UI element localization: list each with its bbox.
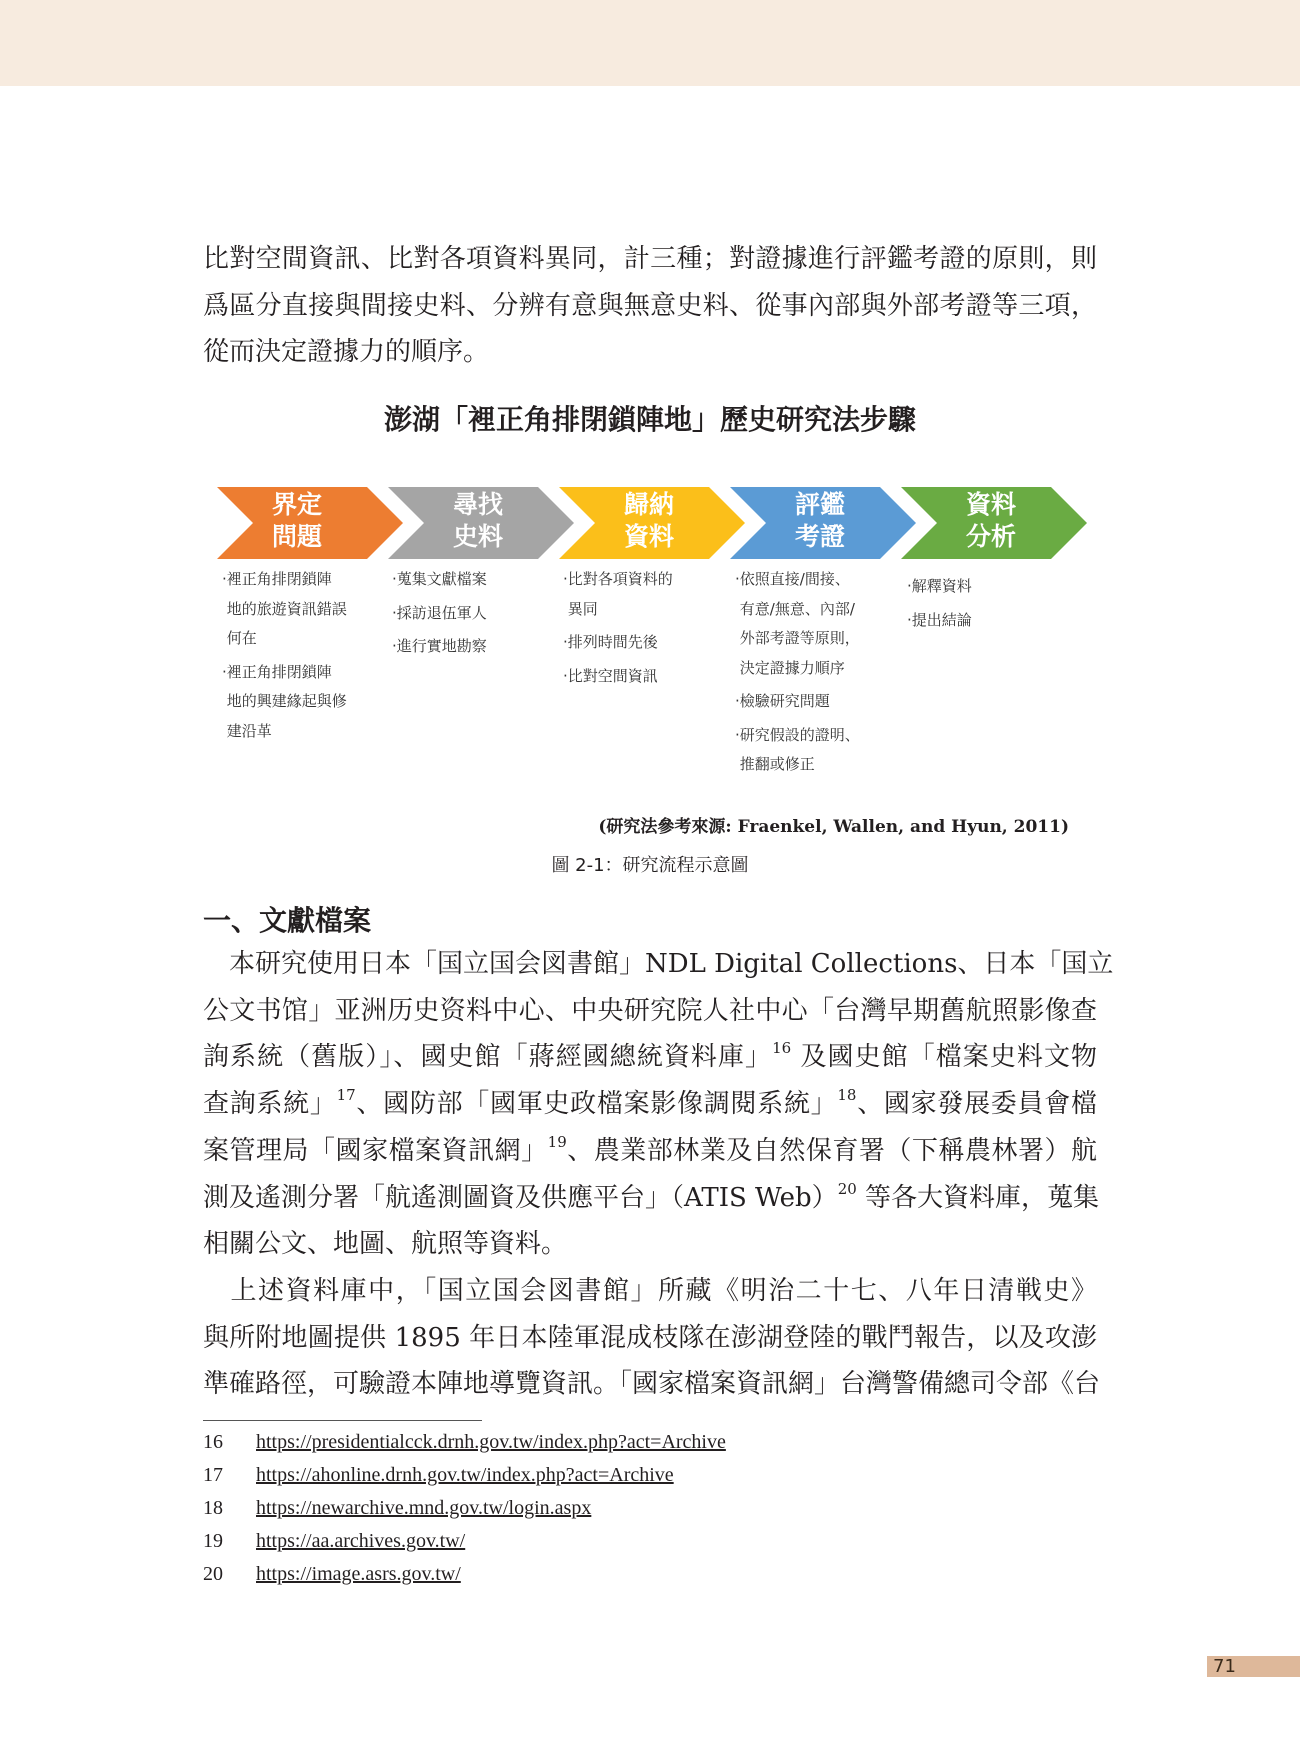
- paragraph-line: [203, 1086, 1097, 1122]
- text-segment: 公文书馆」亚洲历史资料中心、中央研究院人社中心「台灣早期舊航照影像查: [203, 995, 1097, 1026]
- figure-title: 澎湖「裡正角排閉鎖陣地」歷史研究法步驟: [383, 403, 916, 436]
- footnote: [203, 1464, 674, 1487]
- page-header-band: [0, 0, 1300, 86]
- step-label: 評鑑 考證: [794, 490, 845, 551]
- step-label: 界定 問題: [271, 490, 322, 551]
- step-item: ‧比對空間資訊: [563, 666, 658, 685]
- text-segment: 詢系統（舊版）」、國史館「蔣經國總統資料庫」: [203, 1042, 773, 1073]
- step-item: ‧依照直接/間接、 有意/無意、內部/ 外部考證等原則， 決定證據力順序: [735, 570, 860, 677]
- paragraph-line: [203, 1320, 1097, 1356]
- step-items: [907, 572, 972, 639]
- paragraph-line: [203, 1226, 1097, 1262]
- text-segment: 查詢系統」: [203, 1089, 337, 1120]
- text-segment: 測及遙測分署「航遙測圖資及供應平台」（ATIS Web）: [203, 1182, 838, 1213]
- step-items: [735, 565, 860, 784]
- step-items: [392, 565, 487, 666]
- paragraph-line: [203, 1366, 1101, 1402]
- footnote-number: 16: [203, 1431, 223, 1453]
- step-item: ‧提出結論: [907, 610, 972, 629]
- step-label: 歸納 資料: [623, 490, 674, 551]
- text-segment: 準確路徑，可驗證本陣地導覽資訊。「國家檔案資訊網」台灣警備總司令部《台: [203, 1369, 1101, 1400]
- section-heading: 一、文獻檔案: [203, 904, 372, 937]
- figure-source: (研究法參考來源: Fraenkel, Wallen, and Hyun, 2011): [598, 817, 1069, 837]
- step-chevron: [559, 487, 745, 559]
- footnote-link[interactable]: https://ahonline.drnh.gov.tw/index.php?act=Archive: [256, 1464, 674, 1486]
- footnote-ref: 18: [837, 1086, 857, 1105]
- footnote-divider: [203, 1420, 482, 1421]
- footnote-ref: 16: [772, 1039, 792, 1058]
- text-segment: 、農業部林業及自然保育署（下稱農林署）航: [566, 1135, 1097, 1166]
- paragraph-line: 比對空間資訊、比對各項資料異同，計三種；對證據進行評鑑考證的原則，則: [203, 244, 1097, 274]
- page-number: 71: [1213, 1656, 1236, 1677]
- text-segment: 及國史館「檔案史料文物: [791, 1042, 1097, 1073]
- text-segment: 等各大資料庫，蒐集: [856, 1182, 1100, 1213]
- paragraph-line: [203, 946, 1114, 982]
- step-items: [222, 565, 347, 750]
- text-segment: 相關公文、地圖、航照等資料。: [203, 1229, 568, 1260]
- step-item: ‧解釋資料: [907, 577, 972, 595]
- page-number-bar: [1207, 1656, 1300, 1677]
- step-item: ‧研究假設的證明、 推翻或修正: [735, 725, 860, 773]
- text-segment: 上述資料庫中，「国立国会図書館」所藏《明治二十七、八年日清戦史》: [203, 1275, 1097, 1306]
- text-segment: 與所附地圖提供 1895 年日本陸軍混成枝隊在澎湖登陸的戰鬥報告，以及攻澎: [203, 1322, 1097, 1353]
- step-item: ‧蒐集文獻檔案: [392, 570, 487, 588]
- footnote-number: 20: [203, 1563, 223, 1585]
- footnote: [203, 1563, 461, 1586]
- step-item: ‧裡正角排閉鎖陣 地的興建緣起與修 建沿革: [222, 662, 347, 740]
- footnote-ref: 19: [547, 1132, 567, 1151]
- step-label: 資料 分析: [965, 490, 1016, 551]
- step-items: [563, 565, 673, 695]
- footnote-link[interactable]: https://newarchive.mnd.gov.tw/login.aspx: [256, 1497, 592, 1519]
- step-chevron: [217, 487, 403, 559]
- footnote-number: 19: [203, 1530, 223, 1552]
- step-item: ‧進行實地勘察: [392, 637, 487, 655]
- step-label: 尋找 史料: [452, 490, 503, 551]
- footnote: [203, 1431, 726, 1454]
- paragraph-line: [203, 993, 1097, 1029]
- step-chevron: [901, 487, 1087, 559]
- paragraph-line: [203, 1039, 1097, 1075]
- text-segment: 、國防部「國軍史政檔案影像調閱系統」: [355, 1089, 838, 1120]
- footnote: [203, 1530, 465, 1553]
- step-item: ‧檢驗研究問題: [735, 692, 830, 710]
- step-item: ‧裡正角排閉鎖陣 地的旅遊資訊錯誤 何在: [222, 570, 347, 647]
- footnote-number: 18: [203, 1497, 223, 1519]
- paragraph-line: [203, 1179, 1100, 1216]
- footnote: [203, 1497, 591, 1520]
- footnote-link[interactable]: https://presidentialcck.drnh.gov.tw/index.php?act=Archive: [256, 1431, 726, 1453]
- step-item: ‧排列時間先後: [563, 633, 658, 651]
- step-chevron: [730, 487, 916, 559]
- footnote-ref: 20: [837, 1179, 857, 1198]
- step-item: ‧比對各項資料的 異同: [563, 570, 673, 618]
- step-chevron: [388, 487, 574, 559]
- footnote-number: 17: [203, 1464, 223, 1486]
- figure-caption: 圖 2-1：研究流程示意圖: [551, 855, 749, 876]
- paragraph-line: [203, 1133, 1097, 1169]
- footnote-link[interactable]: https://aa.archives.gov.tw/: [256, 1530, 466, 1552]
- footnote-ref: 17: [336, 1086, 356, 1105]
- text-segment: 本研究使用日本「国立国会図書館」NDL Digital Collections、日本「国立: [203, 949, 1114, 979]
- text-segment: 、國家發展委員會檔: [856, 1089, 1097, 1120]
- footnote-link[interactable]: https://image.asrs.gov.tw/: [256, 1563, 461, 1585]
- paragraph-line: 爲區分直接與間接史料、分辨有意與無意史料、從事內部與外部考證等三項，: [203, 291, 1097, 321]
- step-item: ‧採訪退伍軍人: [392, 603, 487, 622]
- text-segment: 案管理局「國家檔案資訊網」: [203, 1135, 548, 1166]
- paragraph-line: [203, 1273, 1097, 1309]
- paragraph-line: 從而決定證據力的順序。: [203, 337, 490, 367]
